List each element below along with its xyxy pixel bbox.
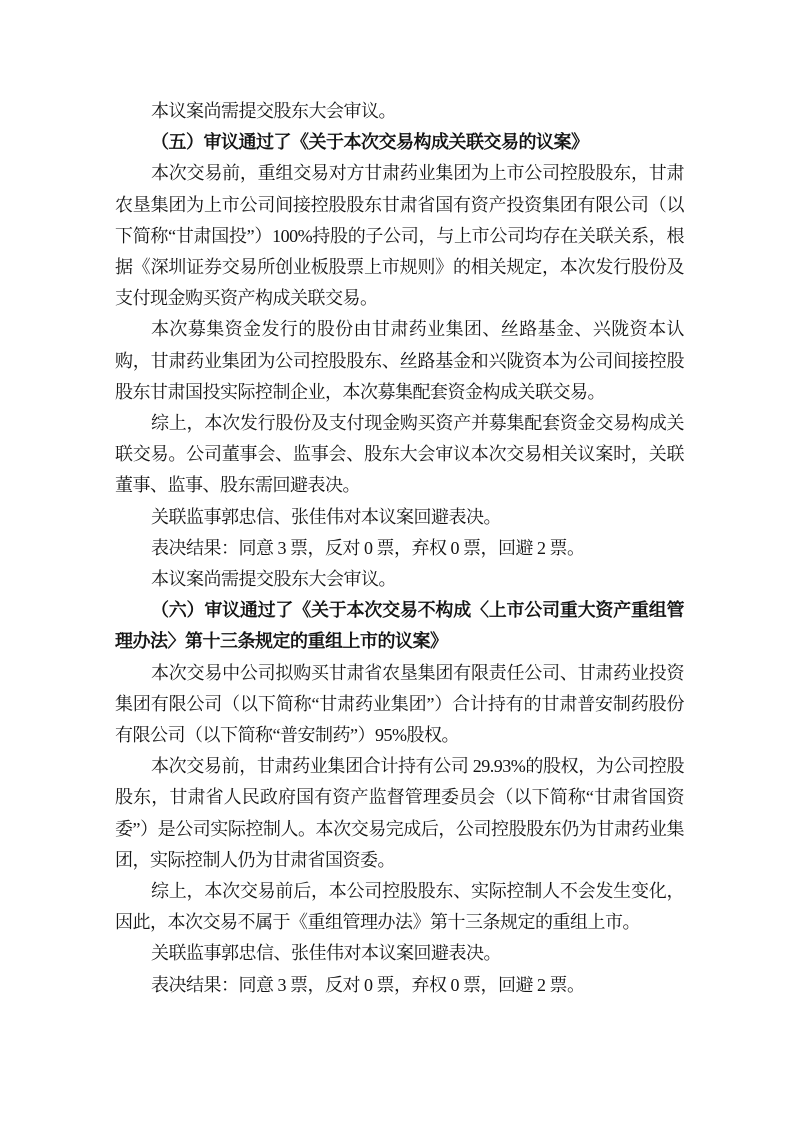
section-heading-item-6: （六）审议通过了《关于本次交易不构成〈上市公司重大资产重组管理办法〉第十三条规定的重组上市的议案》 bbox=[115, 600, 684, 652]
para-acquisition-target: 本次交易中公司拟购买甘肃省农垦集团有限责任公司、甘肃药业投资集团有限公司（以下简称“甘肃药业集团”）合计持有的甘肃普安制药股份有限公司（以下简称“普安制药”）95%股权。 bbox=[115, 662, 684, 746]
para-item6-vote-result: 表决结果：同意 3 票，反对 0 票，弃权 0 票，回避 2 票。 bbox=[151, 974, 585, 995]
para-control-structure: 本次交易前，甘肃药业集团合计持有公司 29.93%的股权，为公司控股股东，甘肃省人民政府国有资产监督管理委员会（以下简称“甘肃省国资委”）是公司实际控制人。本次交易完成后，公司控股股东仍为甘肃药业集团，实际控制人仍为甘肃省国资委。 bbox=[115, 756, 684, 870]
para-item5-vote-result: 表决结果：同意 3 票，反对 0 票，弃权 0 票，回避 2 票。 bbox=[151, 537, 585, 558]
para-item5-supervisors-abstain: 关联监事郭忠信、张佳伟对本议案回避表决。 bbox=[151, 506, 501, 527]
para-submit-note-item4: 本议案尚需提交股东大会审议。 bbox=[151, 101, 396, 121]
para-item6-supervisors-abstain: 关联监事郭忠信、张佳伟对本议案回避表决。 bbox=[151, 943, 501, 964]
para-item5-submit-note: 本议案尚需提交股东大会审议。 bbox=[151, 569, 396, 590]
para-related-party-background: 本次交易前，重组交易对方甘肃药业集团为上市公司控股股东，甘肃农垦集团为上市公司间接控股股东甘肃省国有资产投资集团有限公司（以下简称“甘肃国投”）100%持股的子公司，与上市公司均存在关联关系，根据《深圳证券交易所创业板股票上市规则》的相关规定，本次发行股份及支付现金购买资产构成关联交易。 bbox=[115, 163, 684, 309]
para-fundraising-subscribers: 本次募集资金发行的股份由甘肃药业集团、丝路基金、兴陇资本认购，甘肃药业集团为公司控股股东、丝路基金和兴陇资本为公司间接控股股东甘肃国投实际控制企业，本次募集配套资金构成关联交易。 bbox=[115, 319, 684, 402]
para-conclusion-no-backdoor-listing: 综上，本次交易前后，本公司控股股东、实际控制人不会发生变化，因此，本次交易不属于《重组管理办法》第十三条规定的重组上市。 bbox=[115, 881, 684, 933]
section-heading-item-5: （五）审议通过了《关于本次交易构成关联交易的议案》 bbox=[151, 132, 589, 153]
para-conclusion-abstention: 综上，本次发行股份及支付现金购买资产并募集配套资金交易构成关联交易。公司董事会、监事会、股东大会审议本次交易相关议案时，关联董事、监事、股东需回避表决。 bbox=[115, 413, 684, 496]
